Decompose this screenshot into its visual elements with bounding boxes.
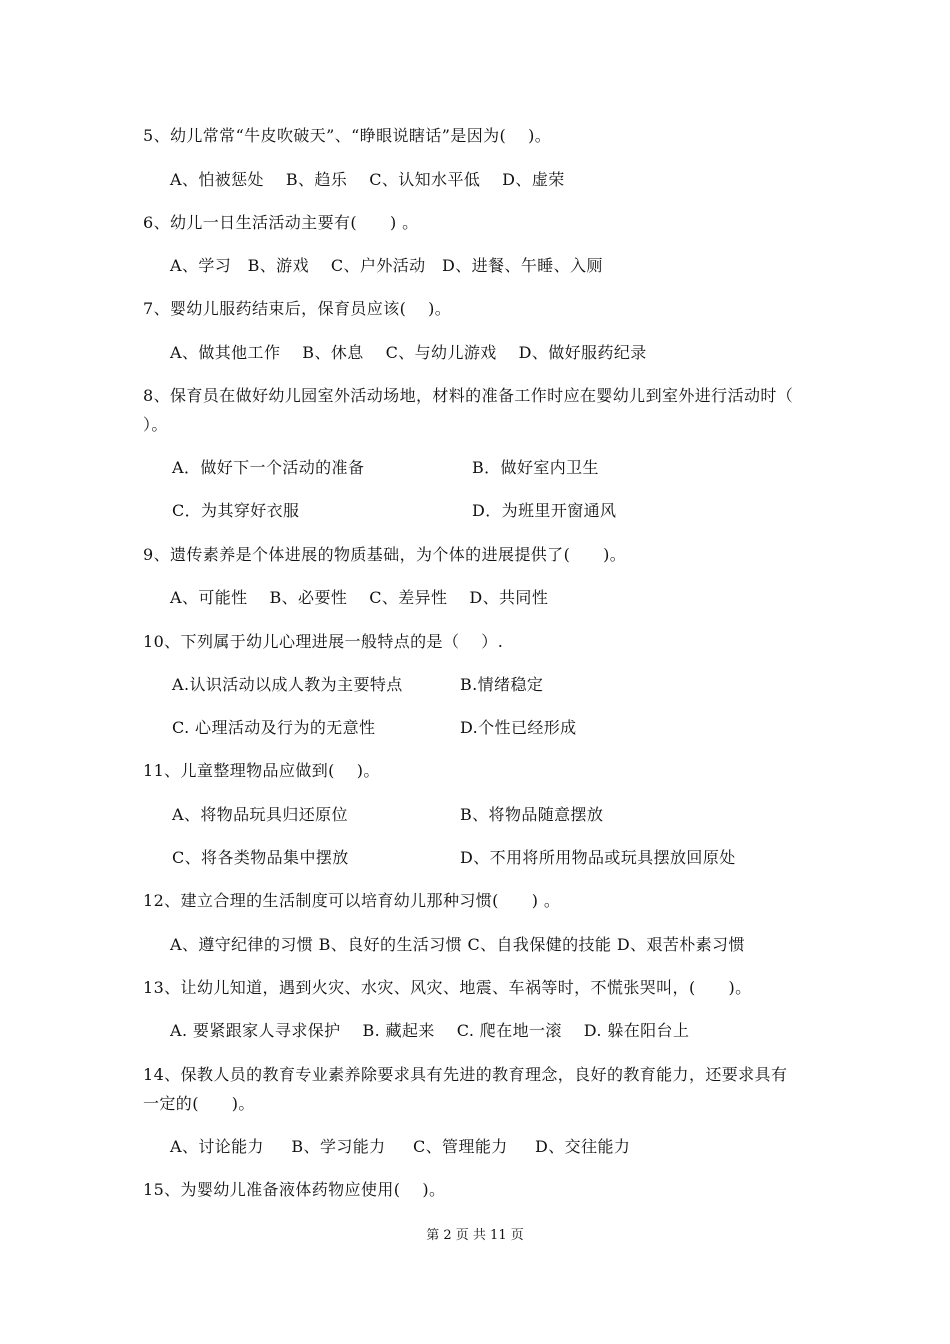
question-11-option-c: C、将各类物品集中摆放 xyxy=(172,848,349,867)
question-7: 7、婴幼儿服药结束后，保育员应该( )。 xyxy=(143,299,452,318)
question-12-options: A、遵守纪律的习惯 B、良好的生活习惯 C、自我保健的技能 D、艰苦朴素习惯 xyxy=(170,935,745,954)
question-8-line-2: ）。 xyxy=(143,415,168,434)
page-number-footer: 第 2 页 共 11 页 xyxy=(426,1228,524,1243)
question-14-line-2: 一定的( )。 xyxy=(143,1094,255,1113)
question-8-option-c: C．为其穿好衣服 xyxy=(172,501,300,520)
question-11-option-b: B、将物品随意摆放 xyxy=(460,805,604,824)
question-5-options: A、怕被惩处 B、趋乐 C、认知水平低 D、虚荣 xyxy=(170,170,565,189)
question-10-option-d: D.个性已经形成 xyxy=(460,718,577,737)
question-13-options: A. 要紧跟家人寻求保护 B. 藏起来 C. 爬在地一滚 D. 躲在阳台上 xyxy=(170,1021,690,1040)
question-13: 13、让幼儿知道，遇到火灾、水灾、风灾、地震、车祸等时，不慌张哭叫，( )。 xyxy=(143,978,752,997)
question-9: 9、遗传素养是个体进展的物质基础，为个体的进展提供了( )。 xyxy=(143,545,627,564)
question-11-option-d: D、不用将所用物品或玩具摆放回原处 xyxy=(460,848,736,867)
question-8-option-b: B．做好室内卫生 xyxy=(472,458,599,477)
question-5: 5、幼儿常常“牛皮吹破天”、“睁眼说瞎话”是因为( )。 xyxy=(143,126,552,145)
question-15: 15、为婴幼儿准备液体药物应使用( )。 xyxy=(143,1180,446,1199)
question-8-option-d: D．为班里开窗通风 xyxy=(472,501,617,520)
question-10-option-c: C. 心理活动及行为的无意性 xyxy=(172,718,376,737)
question-7-options: A、做其他工作 B、休息 C、与幼儿游戏 D、做好服药纪录 xyxy=(170,343,647,362)
question-14-options: A、讨论能力 B、学习能力 C、管理能力 D、交往能力 xyxy=(170,1137,631,1156)
question-11: 11、儿童整理物品应做到( )。 xyxy=(143,761,380,780)
question-9-options: A、可能性 B、必要性 C、差异性 D、共同性 xyxy=(170,588,549,607)
question-6: 6、幼儿一日生活活动主要有( ) 。 xyxy=(143,213,419,232)
question-6-options: A、学习 B、游戏 C、户外活动 D、进餐、午睡、入厕 xyxy=(170,256,603,275)
question-11-option-a: A、将物品玩具归还原位 xyxy=(172,805,348,824)
question-14-line-1: 14、保教人员的教育专业素养除要求具有先进的教育理念，良好的教育能力，还要求具有 xyxy=(143,1065,788,1084)
question-10-option-b: B.情绪稳定 xyxy=(460,675,544,694)
question-8-line-1: 8、保育员在做好幼儿园室外活动场地，材料的准备工作时应在婴幼儿到室外进行活动时（ xyxy=(143,386,794,405)
question-12: 12、建立合理的生活制度可以培育幼儿那种习惯( ) 。 xyxy=(143,891,561,910)
question-10: 10、下列属于幼儿心理进展一般特点的是（ ）. xyxy=(143,632,504,651)
question-8-option-a: A．做好下一个活动的准备 xyxy=(172,458,365,477)
question-10-option-a: A.认识活动以成人教为主要特点 xyxy=(172,675,403,694)
